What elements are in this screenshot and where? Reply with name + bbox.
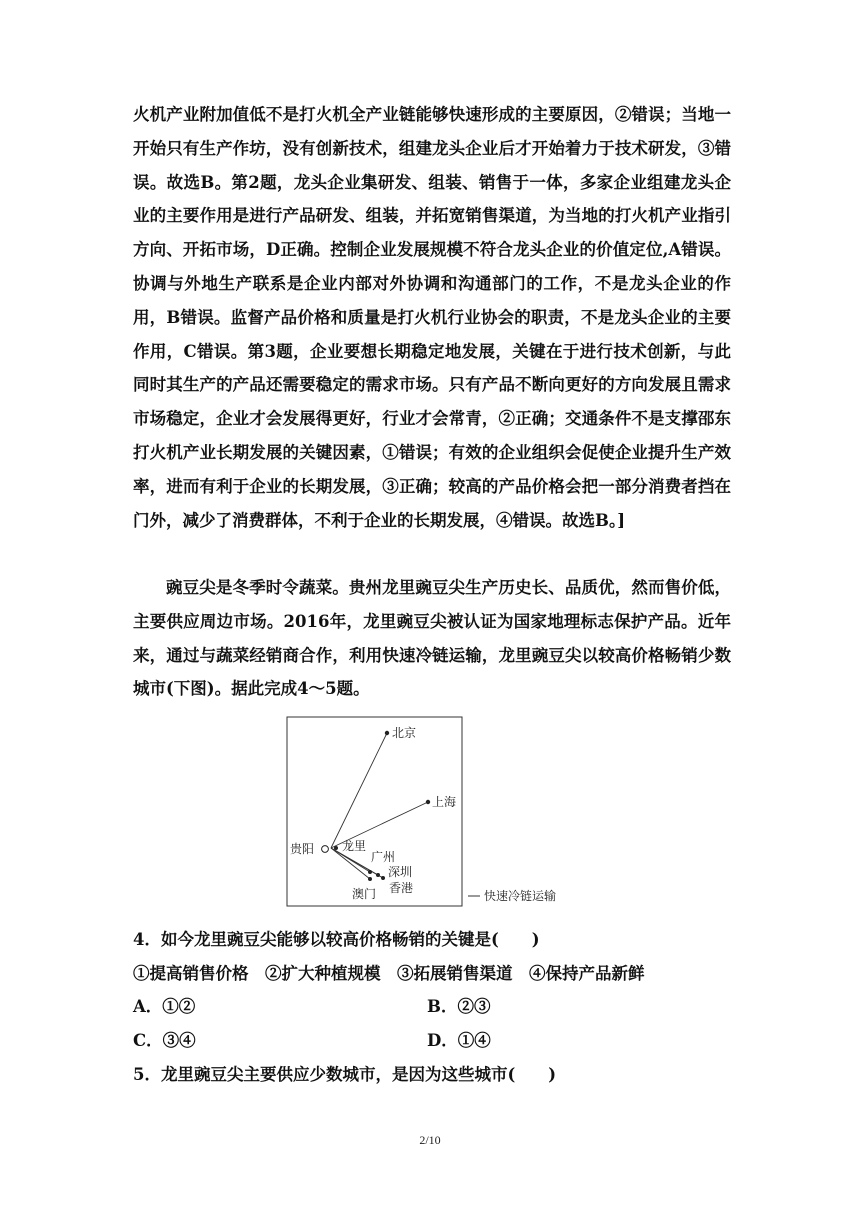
- option-d: D．①④: [427, 1031, 491, 1050]
- hongkong-label: 香港: [389, 881, 414, 895]
- option-c: C．③④: [133, 1031, 196, 1050]
- explanation-paragraph: 火机产业附加值低不是打火机全产业链能够快速形成的主要原因，②错误；当地一开始只有生产作坊，没有创新技术，组建龙头企业后才开始着力于技术研发，③错误。故选B。第2题，龙头企业集研发、组装、销售于一体，多家企业组建龙头企业的主要作用是进行产品研发、组装，并拓宽销售渠道，为当地的打火机产业指引方向、开拓市场，D正确。控制企业发展规模不符合龙头企业的价值定位,A错误。协调与外地生产联系是企业内部对外协调和沟通部门的工作，不是龙头企业的作用，B错误。监督产品价格和质量是打火机行业协会的职责，不是龙头企业的主要作用，C错误。第3题，企业要想长期稳定地发展，关键在于进行技术创新，与此同时其生产的产品还需要稳定的需求市场。只有产品不断向更好的方向发展且需求市场稳定，企业才会发展得更好，行业才会常青，②正确；交通条件不是支撑邵东打火机产业长期发展的关键因素，①错误；有效的企业组织会促使企业提升生产效率，进而有利于企业的长期发展，③正确；较高的产品价格会把一部分消费者挡在门外，减少了消费群体，不利于企业的长期发展，④错误。故选B。]: [133, 105, 731, 530]
- legend-label: 快速冷链运输: [484, 889, 557, 903]
- guangzhou-label: 广州: [371, 850, 396, 864]
- shenzhen-label: 深圳: [388, 865, 413, 879]
- question-4-stem: 4．如今龙里豌豆尖能够以较高价格畅销的关键是( ): [133, 930, 540, 949]
- hongkong-dot: [381, 876, 385, 880]
- page-number: 2/10: [419, 1133, 441, 1147]
- macau-label: 澳门: [352, 887, 377, 901]
- option-a: A．①②: [133, 997, 196, 1016]
- macau-dot: [368, 877, 372, 881]
- option-b: B．②③: [427, 997, 491, 1016]
- longli-dot: [334, 846, 338, 850]
- cold-chain-map: [286, 715, 606, 915]
- shanghai-dot: [426, 800, 430, 804]
- guiyang-marker: [322, 846, 329, 853]
- map-frame: [287, 717, 462, 906]
- material-paragraph: 豌豆尖是冬季时令蔬菜。贵州龙里豌豆尖生产历史长、品质优，然而售价低，主要供应周边市场。2016年，龙里豌豆尖被认证为国家地理标志保护产品。近年来，通过与蔬菜经销商合作，利用快速冷链运输，龙里豌豆尖以较高价格畅销少数城市(下图)。据此完成4～5题。: [133, 578, 731, 699]
- question-4-statements: ①提高销售价格 ②扩大种植规模 ③拓展销售渠道 ④保持产品新鲜: [133, 964, 645, 983]
- question-5-stem: 5．龙里豌豆尖主要供应少数城市，是因为这些城市( ): [133, 1065, 557, 1084]
- beijing-dot: [385, 731, 389, 735]
- route-beijing: [331, 733, 387, 848]
- beijing-label: 北京: [392, 726, 417, 740]
- longli-label: 龙里: [342, 839, 367, 853]
- shanghai-label: 上海: [432, 795, 457, 809]
- guiyang-label: 贵阳: [290, 842, 315, 856]
- shenzhen-dot: [376, 873, 380, 877]
- guangzhou-dot: [368, 870, 372, 874]
